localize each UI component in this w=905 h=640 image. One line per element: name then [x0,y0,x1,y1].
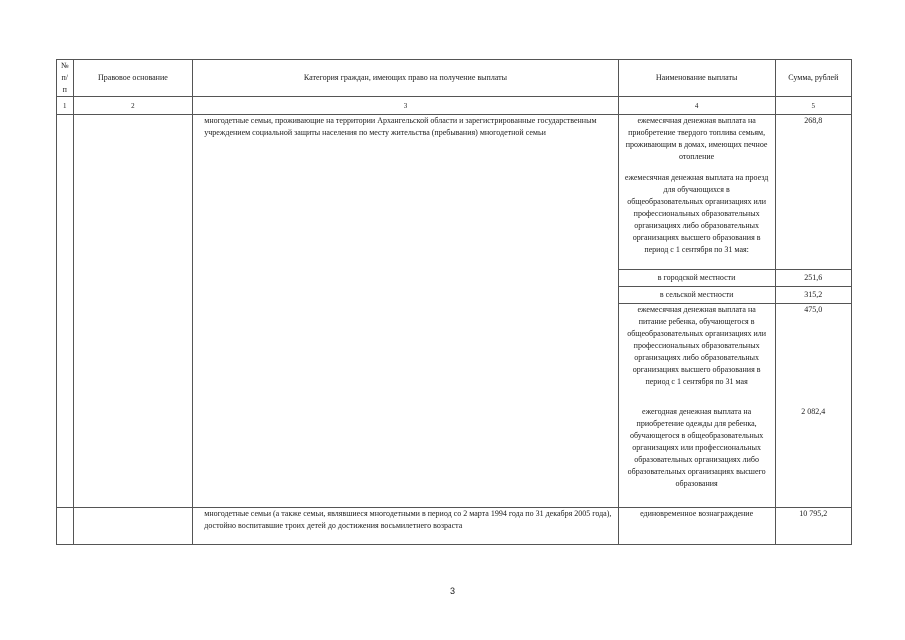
legal-basis-cell [73,115,193,508]
payment-name-cell: ежемесячная денежная выплата на проезд для обучающихся в общеобразовательных организациях или профессиональных образовательных организациях либо образовательных организациях высшего образования в период с 1 сентября по 31 мая: [618,168,775,270]
table-header-row [57,60,852,97]
category-cell: многодетные семьи, проживающие на территории Архангельской области и зарегистрированные государственным учреждением социальной защиты населения по месту жительства (пребывания) многодетной семьи [193,115,618,508]
sum-cell: 251,6 [775,270,851,287]
table-row [57,115,852,169]
sum-cell: 315,2 [775,287,851,304]
row-number-cell [57,115,74,508]
page-number: 3 [449,586,455,596]
table-row [57,508,852,545]
sum-cell: 2 082,4 [775,406,851,508]
column-number: 4 [618,97,775,115]
sum-cell: 475,0 [775,304,851,406]
sum-cell: 268,8 [775,115,851,169]
category-cell: многодетные семьи (а также семьи, являвшиеся многодетными в период со 2 марта 1994 года по 31 декабря 2005 года), достойно воспитавшие троих детей до достижения восьмилетнего возраста [193,508,618,545]
payment-name-cell: единовременное вознаграждение [618,508,775,545]
column-number-row [57,97,852,115]
column-number: 1 [57,97,74,115]
payment-name-cell: в сельской местности [618,287,775,304]
sum-cell: 10 795,2 [775,508,851,545]
header-sum: Сумма, рублей [775,60,851,97]
legal-basis-cell [73,508,193,545]
payment-name-cell: ежегодная денежная выплата на приобретение одежды для ребенка, обучающегося в общеобразовательных организациях или профессиональных образовательных организациях либо образовательных организациях высшего образования [618,406,775,508]
column-number: 3 [193,97,618,115]
header-category: Категория граждан, имеющих право на получение выплаты [193,60,618,97]
header-number: № п/п [57,60,74,97]
payment-name-cell: ежемесячная денежная выплата на приобретение твердого топлива семьям, проживающим в домах, имеющих печное отопление [618,115,775,169]
header-payment-name: Наименование выплаты [618,60,775,97]
payments-table [56,59,852,545]
header-legal-basis: Правовое основание [73,60,193,97]
payment-name-cell: ежемесячная денежная выплата на питание ребенка, обучающегося в общеобразовательных организациях или профессиональных образовательных организациях либо образовательных организациях высшего образования в период с 1 сентября по 31 мая [618,304,775,406]
payment-name-cell: в городской местности [618,270,775,287]
column-number: 2 [73,97,193,115]
row-number-cell [57,508,74,545]
column-number: 5 [775,97,851,115]
sum-cell [775,168,851,270]
